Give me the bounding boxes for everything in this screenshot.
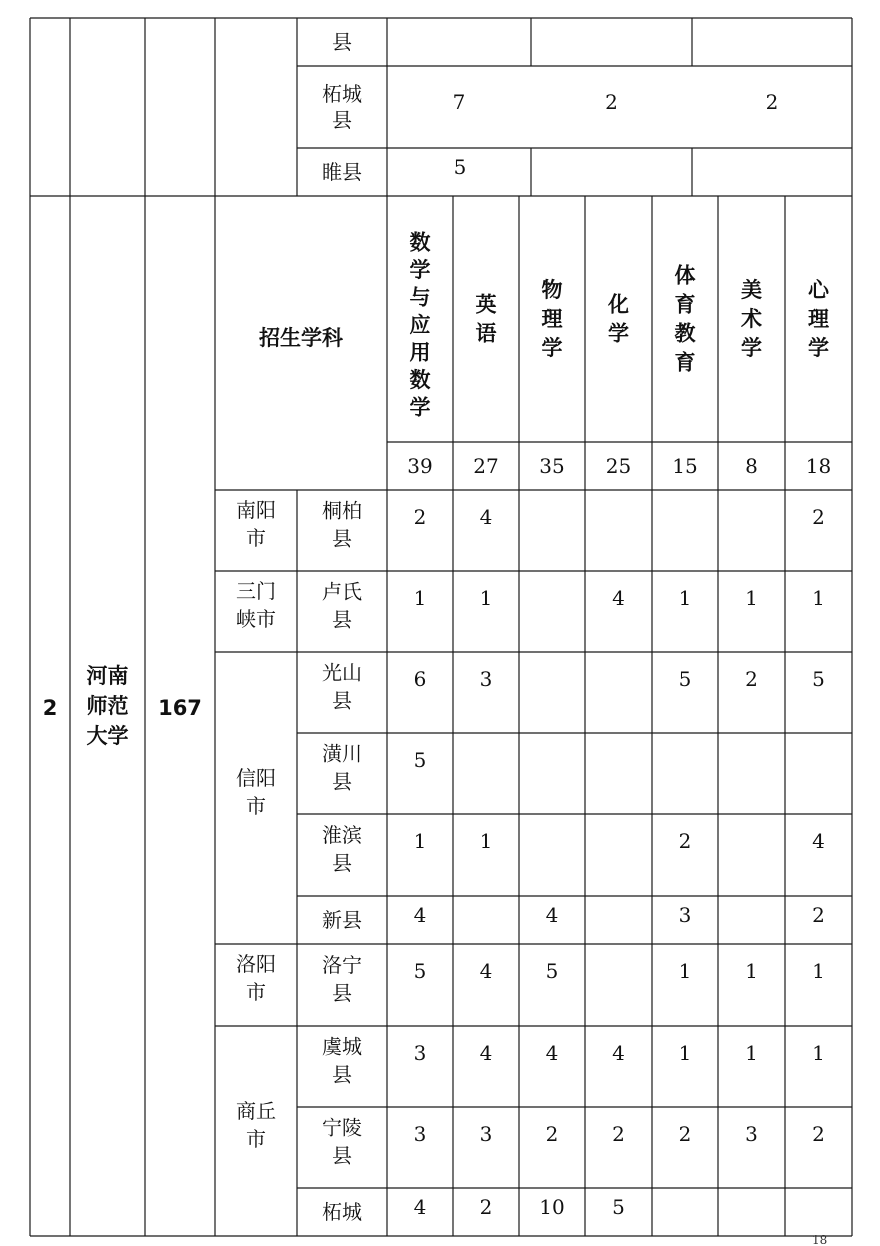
subject-total: 8 bbox=[745, 454, 758, 478]
county-name: 柘城 bbox=[322, 1200, 362, 1224]
cell-value: 1 bbox=[479, 829, 493, 853]
cell-value: 1 bbox=[812, 1041, 825, 1065]
cell-value: 4 bbox=[812, 829, 825, 853]
cell-value: 2 bbox=[745, 667, 758, 691]
subject-header: 学 bbox=[808, 336, 829, 360]
cell-value: 1 bbox=[479, 586, 493, 610]
cell-value: 1 bbox=[678, 1041, 692, 1065]
city-name: 信阳 bbox=[236, 766, 276, 790]
cell-value: 1 bbox=[812, 586, 825, 610]
cell-value: 1 bbox=[413, 829, 427, 853]
county-name: 淮滨 bbox=[322, 823, 362, 847]
cell-value: 4 bbox=[612, 1041, 625, 1065]
cell-value: 3 bbox=[413, 1041, 427, 1065]
county-name: 县 bbox=[332, 851, 352, 875]
subject-header: 学 bbox=[741, 336, 762, 360]
cell-value: 4 bbox=[413, 1195, 427, 1219]
subject-header: 教 bbox=[674, 321, 696, 346]
county-name: 县 bbox=[332, 526, 352, 551]
cell-value: 1 bbox=[413, 586, 427, 610]
subject-header: 学 bbox=[409, 395, 431, 420]
cell-value: 4 bbox=[479, 505, 493, 529]
subject-total: 39 bbox=[407, 454, 433, 478]
county-name: 潢川 bbox=[322, 741, 362, 766]
cell-value: 1 bbox=[745, 959, 758, 983]
subject-header: 物 bbox=[541, 278, 563, 302]
cell-value: 1 bbox=[812, 959, 825, 983]
city-name: 三门 bbox=[236, 579, 276, 603]
cell-value: 2 bbox=[545, 1122, 559, 1146]
city-name: 市 bbox=[246, 526, 266, 550]
cell-value: 3 bbox=[745, 1122, 758, 1146]
subject-total: 18 bbox=[805, 454, 832, 478]
cell-value: 4 bbox=[413, 903, 427, 927]
cell-value: 3 bbox=[479, 667, 493, 691]
university-total: 167 bbox=[158, 696, 202, 720]
cell-value: 2 bbox=[812, 1122, 825, 1146]
subject-header: 应 bbox=[409, 313, 431, 337]
cell-value: 1 bbox=[678, 959, 692, 983]
university-name: 河南 bbox=[86, 664, 129, 688]
subject-header: 语 bbox=[475, 321, 497, 346]
cell-value: 3 bbox=[413, 1122, 427, 1146]
city-name: 峡市 bbox=[236, 607, 276, 631]
city-name: 南阳 bbox=[236, 498, 276, 522]
county-name: 县 bbox=[332, 1062, 352, 1087]
university-name: 师范 bbox=[86, 694, 129, 718]
cell-value: 2 bbox=[413, 505, 427, 529]
cell-value: 2 bbox=[678, 829, 692, 853]
city-name: 市 bbox=[246, 794, 266, 818]
county-name: 县 bbox=[332, 607, 352, 632]
cell-value: 10 bbox=[539, 1195, 565, 1219]
subject-header: 体 bbox=[674, 263, 696, 288]
subject-header: 用 bbox=[409, 340, 431, 365]
subject-total: 25 bbox=[605, 454, 632, 478]
subject-header: 育 bbox=[674, 350, 696, 375]
cell-value: 2 bbox=[812, 903, 825, 927]
county-name: 县 bbox=[332, 981, 352, 1005]
continuation-value: 7 bbox=[452, 90, 466, 114]
subject-total: 35 bbox=[539, 454, 565, 478]
subject-header: 与 bbox=[409, 285, 431, 310]
subject-header: 数 bbox=[409, 368, 431, 392]
cell-value: 4 bbox=[612, 586, 625, 610]
county-name: 新县 bbox=[322, 908, 362, 932]
cell-value: 4 bbox=[545, 1041, 559, 1065]
cell-value: 6 bbox=[413, 667, 427, 691]
row-index: 2 bbox=[42, 696, 58, 720]
page-number: 18 bbox=[812, 1233, 828, 1246]
county-name: 桐柏 bbox=[322, 498, 362, 523]
continuation-value: 2 bbox=[765, 90, 779, 114]
cell-value: 5 bbox=[413, 748, 427, 772]
cell-value: 3 bbox=[479, 1122, 493, 1146]
city-name: 洛阳 bbox=[236, 952, 276, 976]
cell-value: 5 bbox=[612, 1195, 625, 1219]
cell-value: 5 bbox=[678, 667, 692, 691]
cell-value: 5 bbox=[413, 959, 427, 983]
continuation-value: 2 bbox=[605, 90, 618, 114]
county-name: 宁陵 bbox=[322, 1115, 362, 1140]
county-name: 光山 bbox=[322, 660, 362, 685]
cell-value: 5 bbox=[812, 667, 825, 691]
cell-value: 2 bbox=[678, 1122, 692, 1146]
county-name: 县 bbox=[332, 688, 352, 713]
city-name: 市 bbox=[246, 980, 266, 1004]
table-text bbox=[43, 30, 832, 1224]
cell-value: 1 bbox=[678, 586, 692, 610]
subject-header: 学 bbox=[608, 321, 629, 346]
county-name: 洛宁 bbox=[322, 953, 362, 977]
county-name: 虞城 bbox=[322, 1034, 362, 1059]
subject-header: 美 bbox=[741, 278, 762, 302]
cell-value: 2 bbox=[612, 1122, 625, 1146]
county-name: 县 bbox=[332, 769, 352, 794]
city-name: 商丘 bbox=[236, 1099, 276, 1123]
county-name: 县 bbox=[332, 1143, 352, 1168]
cell-value: 3 bbox=[678, 903, 692, 927]
county-name: 卢氏 bbox=[322, 579, 362, 604]
city-name: 市 bbox=[246, 1127, 266, 1151]
subject-header: 学 bbox=[541, 336, 563, 360]
cell-value: 4 bbox=[479, 1041, 493, 1065]
subject-header: 育 bbox=[674, 292, 696, 317]
cell-value: 5 bbox=[545, 959, 559, 983]
cell-value: 4 bbox=[545, 903, 559, 927]
subject-total: 15 bbox=[672, 454, 698, 478]
cell-value: 2 bbox=[812, 505, 825, 529]
subject-header: 化 bbox=[608, 292, 629, 317]
subject-header: 心 bbox=[808, 278, 829, 302]
table-gridlines bbox=[30, 18, 852, 1236]
subject-header: 学 bbox=[409, 258, 431, 282]
continuation-county: 睢县 bbox=[322, 160, 362, 184]
subject-header: 术 bbox=[741, 307, 762, 331]
cell-value: 1 bbox=[745, 586, 758, 610]
cell-value: 2 bbox=[479, 1195, 493, 1219]
continuation-value: 5 bbox=[453, 155, 467, 179]
continuation-county: 县 bbox=[332, 30, 352, 54]
subject-header: 数 bbox=[409, 230, 431, 255]
header-label: 招生学科 bbox=[259, 326, 343, 350]
university-name: 大学 bbox=[86, 724, 129, 748]
subject-header: 理 bbox=[808, 307, 829, 331]
cell-value: 1 bbox=[745, 1041, 758, 1065]
cell-value: 4 bbox=[479, 959, 493, 983]
continuation-county: 柘城 bbox=[322, 82, 362, 106]
subject-header: 理 bbox=[541, 307, 563, 331]
subject-total: 27 bbox=[473, 454, 499, 478]
subject-header: 英 bbox=[475, 292, 497, 317]
continuation-county: 县 bbox=[332, 108, 352, 132]
